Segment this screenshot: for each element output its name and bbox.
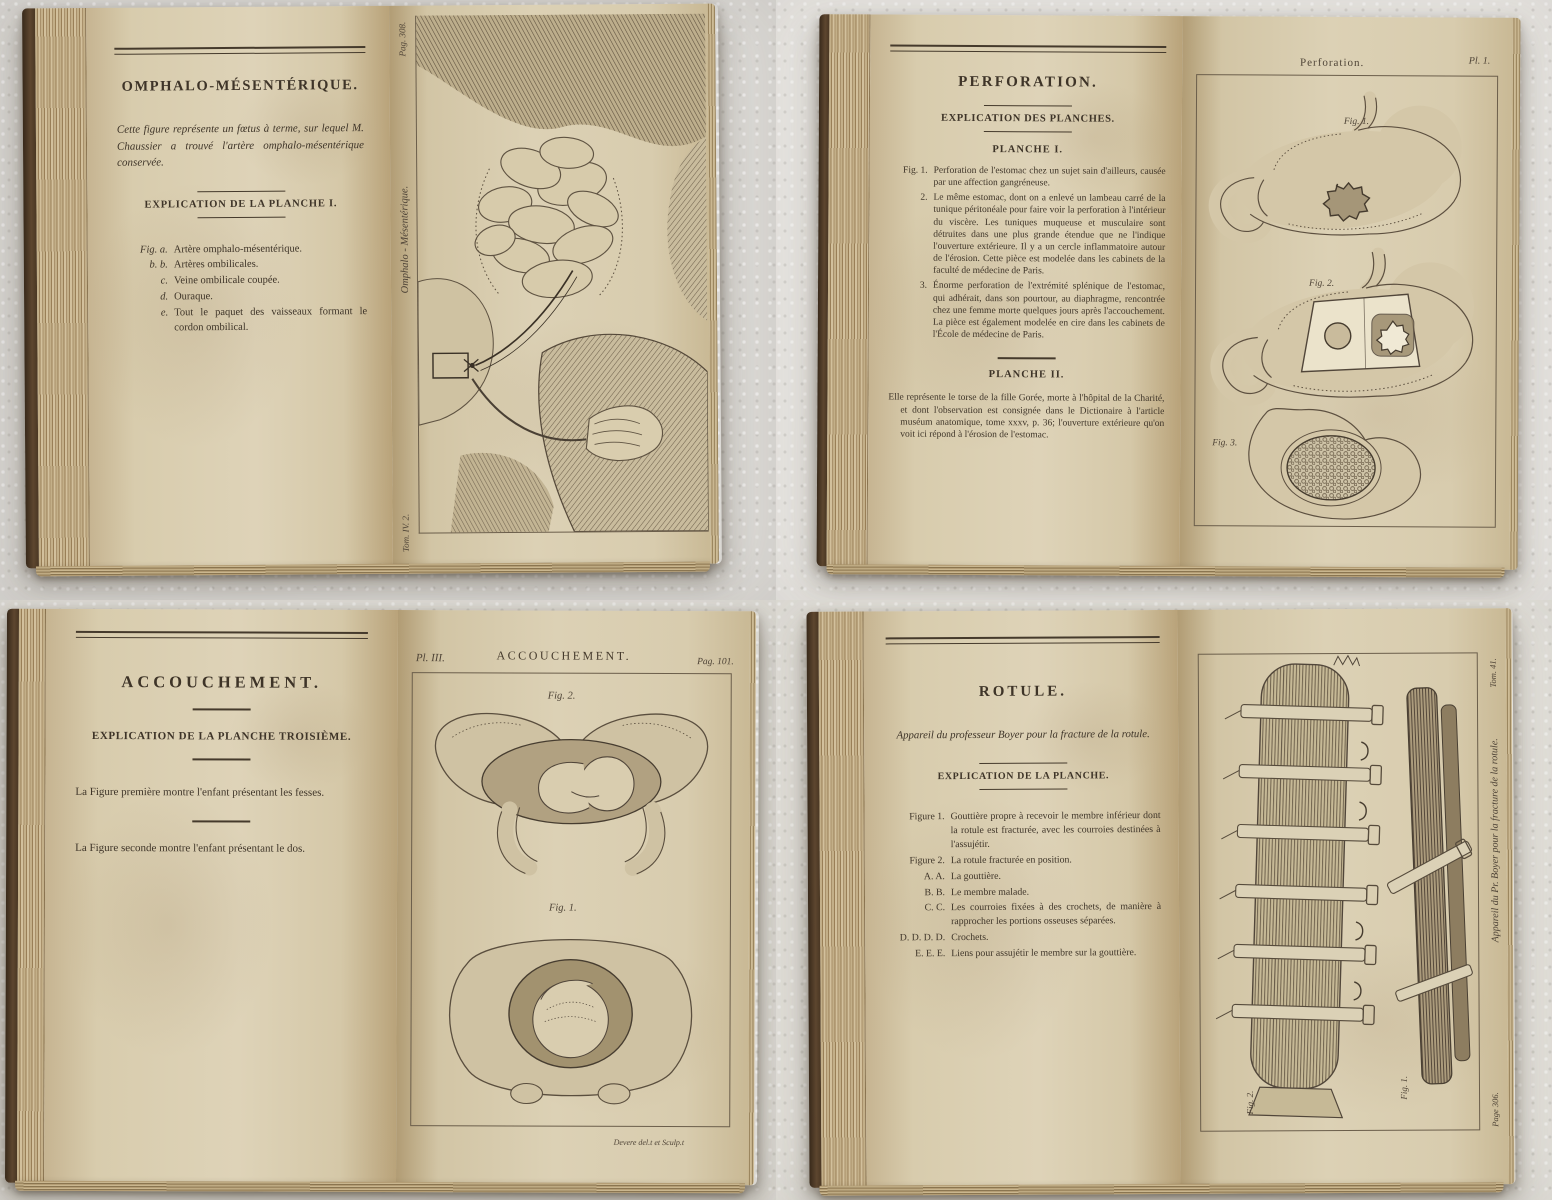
rule bbox=[192, 758, 250, 760]
item-text: Les courroies fixées à des crochets, de manière à rapprocher les portions osseuses séparées. bbox=[951, 901, 1162, 928]
list-item bbox=[887, 946, 1161, 961]
plate-tome-number: Tom. IV. 2. bbox=[400, 513, 411, 552]
plate-vertical-caption: Appareil du Pr. Boyer pour la fracture de la rotule. bbox=[1489, 738, 1502, 943]
item-label: 2. bbox=[920, 193, 928, 204]
photo-bottom-right bbox=[776, 600, 1552, 1200]
abdominal-flap bbox=[418, 278, 494, 425]
plate-vertical-title: Omphalo - Mésentérique. bbox=[399, 185, 412, 294]
side-splint-figure-1 bbox=[1377, 686, 1479, 1085]
plate-number: Pl. III. bbox=[415, 652, 445, 665]
subheading-block bbox=[886, 762, 1160, 790]
subheading: EXPLICATION DE LA PLANCHE TROISIÈME. bbox=[91, 729, 352, 743]
figure-2-label: Fig. 2. bbox=[1244, 1090, 1256, 1115]
figure-1-label: Fig. 1. bbox=[1399, 1075, 1410, 1100]
gutter-splint-figure-2 bbox=[1213, 653, 1384, 1118]
rule bbox=[979, 788, 1067, 789]
rule bbox=[192, 820, 250, 822]
subheading-block bbox=[890, 105, 1166, 133]
figure-3-label: Fig. 3. bbox=[1212, 438, 1238, 449]
figure-2-label: Fig. 2. bbox=[1309, 278, 1335, 289]
book-omphalo bbox=[22, 4, 722, 569]
text-page bbox=[86, 6, 393, 568]
photo-bottom-left bbox=[0, 600, 776, 1200]
stomach-figure-2 bbox=[1220, 251, 1474, 403]
plate-page-number: Pag. 308. bbox=[397, 21, 408, 57]
header-rule bbox=[886, 636, 1160, 644]
page-block-edges bbox=[818, 612, 866, 1188]
engraving-stomachs bbox=[1195, 75, 1497, 527]
plate-frame bbox=[415, 14, 709, 534]
plate-frame bbox=[1194, 74, 1498, 528]
list-item bbox=[116, 304, 367, 337]
item-label: E. E. E. bbox=[915, 948, 946, 960]
list-item bbox=[887, 809, 1161, 852]
figure-2-label: Fig. 2. bbox=[547, 690, 576, 702]
item-text: Artère omphalo-mésentérique. bbox=[173, 242, 303, 255]
photo-top-left bbox=[0, 0, 776, 600]
plate-page-number: Pag. 101. bbox=[697, 657, 734, 668]
plate-header: ACCOUCHEMENT. bbox=[496, 648, 632, 663]
item-text: Veine ombilicale coupée. bbox=[173, 274, 280, 287]
bottom-page-edges bbox=[827, 564, 1505, 578]
figure-key-list bbox=[887, 809, 1162, 961]
text-page bbox=[863, 610, 1180, 1188]
rule bbox=[984, 131, 1072, 132]
list-item bbox=[887, 869, 1161, 884]
page-block-edges bbox=[17, 609, 46, 1183]
page-block-edges bbox=[827, 14, 871, 566]
figure-1-label: Fig. 1. bbox=[1343, 116, 1369, 128]
plate-frame bbox=[410, 672, 732, 1127]
figure-1-line: La Figure première montre l'enfant présentant les fesses. bbox=[75, 785, 325, 799]
item-text: Perforation de l'estomac chez un sujet sain d'ailleurs, causée par une affection gangréneuse. bbox=[933, 165, 1166, 189]
page-title: PERFORATION. bbox=[958, 73, 1099, 91]
item-label: D. D. D. D. bbox=[899, 932, 946, 944]
item-text: Artères ombilicales. bbox=[173, 259, 259, 271]
engraver-credit: Devere del.t et Sculp.t bbox=[613, 1137, 685, 1148]
item-text: Énorme perforation de l'extrémité splénique de l'estomac, qui adhérait, dans son pourtour, au diaphragme, rencontrée chez une femme morte quelques jours après l'accouchement. La pièce est également modelée en cire dans les cabinets de l'École de médecine de Paris. bbox=[932, 281, 1166, 341]
item-text: La gouttière. bbox=[950, 870, 1001, 882]
list-item bbox=[887, 885, 1161, 900]
item-label: A. A. bbox=[923, 870, 945, 882]
item-label: d. bbox=[160, 291, 169, 303]
bottom-page-edges bbox=[15, 1181, 745, 1194]
item-text: Tout le paquet des vaisseaux formant le cordon ombilical. bbox=[174, 305, 368, 334]
header-rule bbox=[890, 45, 1166, 53]
planche-1-list bbox=[889, 165, 1166, 343]
item-label: Fig. a. bbox=[139, 243, 168, 256]
pelvis-figure-1 bbox=[449, 939, 692, 1104]
book-rotule bbox=[806, 608, 1515, 1188]
plate-page bbox=[1177, 608, 1508, 1186]
item-label: C. C. bbox=[924, 902, 946, 914]
item-label: Figure 1. bbox=[909, 811, 945, 823]
item-label: Figure 2. bbox=[909, 854, 945, 867]
list-item bbox=[889, 192, 1165, 279]
list-item bbox=[116, 256, 367, 274]
list-item bbox=[889, 280, 1165, 342]
page-title: ACCOUCHEMENT. bbox=[121, 672, 323, 692]
item-label: e. bbox=[160, 306, 169, 318]
engraving-abdomen-intestines bbox=[416, 14, 709, 533]
plate-tome-number: Tom. 41. bbox=[1487, 658, 1498, 688]
plate-header: Perforation. bbox=[1300, 56, 1365, 70]
subheading: EXPLICATION DE LA PLANCHE I. bbox=[144, 197, 338, 211]
header-rule bbox=[114, 46, 365, 55]
subheading-block bbox=[115, 190, 366, 219]
text-page bbox=[868, 14, 1183, 568]
list-item bbox=[116, 241, 367, 259]
item-text: Ouraque. bbox=[174, 290, 213, 303]
item-label: Fig. 1. bbox=[903, 165, 928, 176]
item-text: Crochets. bbox=[951, 932, 989, 944]
plate-page bbox=[396, 610, 750, 1185]
item-label: b. b. bbox=[149, 259, 168, 271]
figure-1-label: Fig. 1. bbox=[548, 902, 577, 914]
foot-piece bbox=[1249, 1087, 1343, 1118]
book-accouchement bbox=[5, 609, 759, 1186]
intestine-coils bbox=[470, 135, 624, 302]
subheading: EXPLICATION DE LA PLANCHE. bbox=[937, 770, 1110, 783]
item-text: Le même estomac, dont on a enlevé un lambeau carré de la tunique péritonéale pour faire voir la perforation à l'intérieur du viscère. Les tuniques muqueuse et musculaire sont détruites dans une plus grande étendue que ne l'indique l'ouverture extérieure. Il y a un cercle inflammatoire autour de l'érosion. Cette pièce est modelée dans les cabinets de la faculté de médecine de Paris. bbox=[933, 193, 1166, 277]
list-item bbox=[116, 288, 367, 306]
planche-2-heading: PLANCHE II. bbox=[988, 369, 1065, 381]
item-text: La rotule fracturée en position. bbox=[950, 854, 1072, 866]
plate-page bbox=[1180, 16, 1513, 570]
item-label: 3. bbox=[919, 281, 928, 292]
figure-2-line: La Figure seconde montre l'enfant présentant le dos. bbox=[75, 841, 306, 855]
subtitle: Appareil du professeur Boyer pour la fracture de la rotule. bbox=[896, 728, 1150, 742]
stomach-figure-3 bbox=[1248, 408, 1420, 519]
pelvis-figure-2 bbox=[435, 713, 708, 874]
page-title: ROTULE. bbox=[978, 683, 1068, 700]
subheading: EXPLICATION DES PLANCHES. bbox=[940, 112, 1115, 125]
planche-2-text: Elle représente le torse de la fille Gorée, morte à l'hôpital de la Charité, et dont l'observation est consignée dans le Dictionaire à l'article muséum anatomique, tome xxxv, p. 36; l'ouverture extérieure qu'on voit ici répond à l'érosion de l'estomac. bbox=[888, 392, 1165, 441]
plate-page bbox=[389, 4, 711, 566]
item-text: Liens pour assujétir le membre sur la gouttière. bbox=[951, 947, 1137, 960]
planche-1-heading: PLANCHE I. bbox=[992, 144, 1064, 156]
stomach-figure-1 bbox=[1218, 95, 1462, 241]
plate-page-number: Page 306. bbox=[1490, 1091, 1501, 1127]
figure-key-list bbox=[116, 241, 368, 337]
rule bbox=[193, 708, 251, 710]
list-item bbox=[890, 165, 1166, 191]
rule bbox=[197, 216, 285, 218]
list-item bbox=[887, 900, 1161, 929]
header-rule bbox=[76, 631, 368, 639]
item-text: Gouttière propre à recevoir le membre inférieur dont la rotule est fracturée, avec les courroies destinées à l'assujétir. bbox=[950, 810, 1161, 850]
plate-number: Pl. 1. bbox=[1468, 55, 1491, 67]
book-perforation bbox=[817, 14, 1520, 570]
text-page bbox=[44, 609, 398, 1184]
leg-shadow bbox=[450, 452, 554, 532]
rule bbox=[979, 762, 1067, 763]
plate-frame bbox=[1198, 652, 1480, 1131]
engraving-pelvis-figures bbox=[411, 673, 731, 1126]
rule bbox=[197, 190, 285, 192]
engraving-splint-apparatus bbox=[1199, 653, 1479, 1130]
list-item bbox=[887, 930, 1161, 945]
intro-paragraph: Cette figure représente un fœtus à terme, sur lequel M. Chaussier a trouvé l'artère omphalo-mésentérique conservée. bbox=[116, 122, 365, 169]
item-label: B. B. bbox=[924, 886, 945, 898]
page-block-edges bbox=[35, 8, 90, 568]
photo-top-right bbox=[776, 0, 1552, 600]
list-item bbox=[887, 853, 1161, 868]
page-title: OMPHALO-MÉSENTÉRIQUE. bbox=[121, 77, 359, 95]
rule bbox=[984, 105, 1072, 106]
list-item bbox=[116, 272, 367, 290]
section-rule bbox=[998, 357, 1056, 359]
item-label: c. bbox=[160, 275, 168, 287]
item-text: Le membre malade. bbox=[950, 886, 1030, 898]
